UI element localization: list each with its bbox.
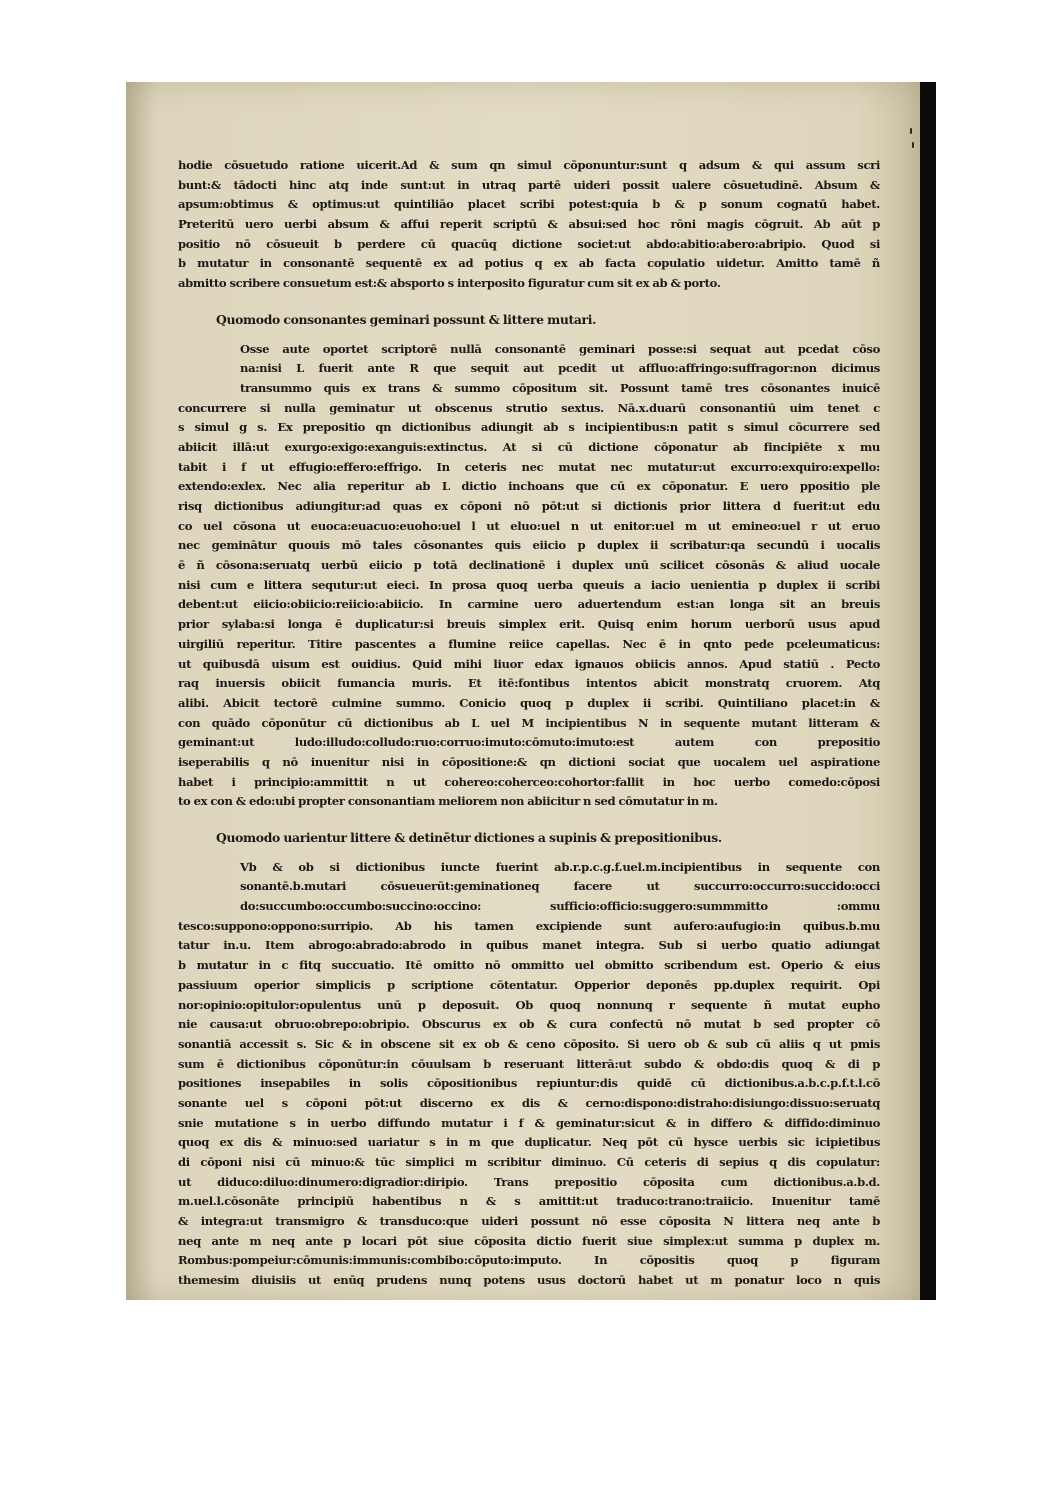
- text-line: prior sylaba:si longa ē duplicatur:si breuis simplex erit. Quisq enim horum uerborū usus apud: [178, 617, 880, 632]
- text-line: geminant:ut ludo:illudo:colludo:ruo:corruo:imuto:cōmuto:imuto:est autem con prepositio: [178, 735, 880, 750]
- paragraph: [178, 340, 880, 813]
- text-line: positio nō cōsueuit b perdere cū quacūq dictione societ:ut abdo:abitio:abero:abripio. Quod si: [178, 236, 880, 251]
- text-line: hodie cōsuetudo ratione uicerit.Ad & sum qn simul cōponuntur:sunt q adsum & qui assum scri: [178, 158, 880, 172]
- text-line: raq inuersis obiicit fumancia muris. Et itē:fontibus intentos abicit monstratq cruorem. Atq: [178, 676, 880, 691]
- text-line: na:nisi L fuerit ante R que sequit aut pcedit ut affluo:affringo:suffragor:non dicimus: [240, 361, 880, 376]
- text-line: sonante uel s cōponi pōt:ut discerno ex dis & cerno:dispono:distraho:disiungo:dissuo:seruatq: [178, 1095, 880, 1110]
- text-line: abiicit illā:ut exurgo:exigo:exanguis:extinctus. At si cū dictione cōponatur ab fincipiēte x mu: [178, 439, 880, 454]
- text-line: transummo quis ex trans & summo cōpositum sit. Possunt tamē tres cōsonantes inuicē: [240, 380, 880, 395]
- text-line: extendo:exlex. Nec alia reperitur ab L dictio inchoans que cū ex cōponatur. E uero ppositio ple: [178, 479, 880, 494]
- text-line: habet i principio:ammittit n ut cohereo:coherceo:cohortor:fallit in hoc uerbo comedo:cōposi: [178, 774, 880, 789]
- text-line: Vb & ob si dictionibus iuncte fuerint ab.r.p.c.g.f.uel.m.incipientibus in sequente con: [240, 859, 880, 874]
- text-line: ut diduco:diluo:dinumero:digradior:diripio. Trans prepositio cōposita cum dictionibus.a.b.d.: [178, 1174, 880, 1189]
- text-line: b mutatur in consonantē sequentē ex ad potius q ex ab facta copulatio uidetur. Amitto tamē ñ: [178, 256, 880, 271]
- ink-speck: [910, 128, 912, 134]
- text-line: debent:ut eiicio:obiicio:reiicio:abiicio. In carmine uero aduertendum est:an longa sit an breuis: [178, 597, 880, 612]
- text-line: abmitto scribere consuetum est:& absporto s interposito figuratur cum sit ex ab & porto.: [178, 276, 721, 291]
- text-line: & integra:ut transmigro & transduco:que uideri possunt nō esse cōposita N littera neq ante b: [178, 1214, 880, 1229]
- text-line: themesim diuisiis ut enūq prudens nunq potens usus doctorū habet ut m ponatur loco n quis: [178, 1273, 880, 1288]
- text-line: Osse aute oportet scriptorē nullā consonantē geminari posse:si sequat aut pcedat cōso: [240, 341, 880, 356]
- text-line: concurrere si nulla geminatur ut obscenus strutio sextus. Nā.x.duarū consonantiū uim tenet c: [178, 400, 880, 415]
- text-line: positiones insepabiles in solis cōpositionibus repiuntur:dis quidē cū dictionibus.a.b.c.p.f.t.l.cō: [178, 1076, 880, 1091]
- text-line: con quādo cōponūtur cū dictionibus ab L uel M incipientibus N in sequente mutant litteram &: [178, 715, 880, 730]
- text-line: tesco:suppono:oppono:surripio. Ab his tamen excipiende sunt aufero:aufugio:in quibus.b.mu: [178, 918, 880, 933]
- section-heading: Quomodo uarientur littere & detinētur dictiones a supinis & prepositionibus.: [216, 830, 722, 845]
- text-line: ut quibusdā uisum est ouidius. Quid mihi liuor edax ignauos obiicis annos. Apud statiū . Pecto: [178, 656, 880, 671]
- text-line: apsum:obtimus & optimus:ut quintiliāo placet scribi potest:quia b & p sonum cognatū habet.: [178, 197, 880, 212]
- text-line: nisi cum e littera sequtur:ut eieci. In prosa quoq uerba queuis a iacio uenientia p duplex ii scribi: [178, 577, 880, 592]
- section-heading: Quomodo consonantes geminari possunt & littere mutari.: [216, 311, 597, 327]
- ink-speck: [912, 142, 914, 148]
- paragraph: [178, 858, 880, 1291]
- text-line: Preteritū uero uerbi absum & affui reperit scriptū & absui:sed hoc rōni magis cōgruit. Ab aūt p: [178, 217, 880, 232]
- incunabula-text-block: [178, 156, 880, 1291]
- text-line: nec geminātur quouis mō tales cōsonantes quis eiicio p duplex ii scribatur:qa secundū i uocalis: [178, 538, 880, 553]
- text-line: uirgiliū reperitur. Titire pascentes a flumine reiice capellas. Nec ē in qnto pede pceleumaticus:: [178, 636, 880, 651]
- text-line: ē ñ cōsona:seruatq uerbū eiicio p totā declinationē i duplex unū scilicet cōsonās & aliud uocale: [178, 558, 880, 573]
- text-line: m.uel.l.cōsonāte principiū habentibus n & s amittit:ut traduco:trano:traiicio. Inuenitur tamē: [178, 1194, 880, 1209]
- text-line: nor:opinio:opitulor:opulentus unū p deposuit. Ob quoq nonnunq r sequente ñ mutat eupho: [178, 997, 880, 1012]
- text-line: di cōponi nisi cū minuo:& tūc simplici m scribitur diminuo. Cū ceteris di sepius q dis copulatur:: [178, 1155, 880, 1169]
- text-line: to ex con & edo:ubi propter consonantiam meliorem non abiicitur n sed cōmutatur in m.: [178, 794, 718, 809]
- text-line: tatur in.u. Item abrogo:abrado:abrodo in quibus manet integra. Sub si uerbo quatio adiungat: [178, 938, 880, 953]
- text-line: sonantiā accessit s. Sic & in obscene sit ex ob & ceno cōposito. Si uero ob & sub cū aliis q ut pmis: [178, 1036, 880, 1051]
- text-line: Rombus:pompeiur:cōmunis:immunis:combibo:cōputo:imputo. In cōpositis quoq p figuram: [178, 1253, 880, 1268]
- text-line: co uel cōsona ut euoca:euacuo:euoho:uel l ut eluo:uel n ut enitor:uel m ut emineo:uel r ut eruo: [178, 518, 880, 533]
- text-line: tabit i f ut effugio:effero:effrigo. In ceteris nec mutat nec mutatur:ut excurro:exquiro:expello:: [178, 459, 880, 474]
- text-line: bunt:& tādocti hinc atq inde sunt:ut in utraq partē uideri possit ualere cōsuetudinē. Absum &: [178, 177, 880, 192]
- text-line: passiuum operior simplicis p scriptione cōtentatur. Opperior deponēs pp.duplex requirit. Opi: [178, 977, 880, 992]
- text-line: alibi. Abicit tectorē culmine summo. Conicio quoq p duplex ii scribi. Quintiliano placet:in &: [178, 695, 880, 710]
- paragraph: [178, 156, 880, 294]
- text-line: sonantē.b.mutari cōsueuerūt:geminationeq facere ut succurro:occurro:succido:occi: [240, 879, 880, 894]
- parchment-leaf: [126, 82, 920, 1300]
- text-line: s simul g s. Ex prepositio qn dictionibus adiungit ab s incipientibus:n patit s simul cōcurrere sed: [178, 420, 880, 435]
- text-line: quoq ex dis & minuo:sed uariatur s in m que duplicatur. Neq pōt cū hysce uerbis sic icipietibus: [178, 1135, 880, 1150]
- text-line: nie causa:ut obruo:obrepo:obripio. Obscurus ex ob & cura confectū nō mutat b sed propter cō: [178, 1017, 880, 1032]
- text-line: iseperabilis q nō inuenitur nisi in cōpositione:& qn dictioni sociat que uocalem uel aspiratione: [178, 754, 880, 769]
- text-line: do:succumbo:occumbo:succino:occino: sufficio:officio:suggero:summmitto :ommu: [240, 899, 880, 914]
- text-line: neq ante m neq ante p locari pōt siue cōposita dictio fuerit siue simplex:ut summa p duplex m.: [178, 1233, 880, 1248]
- scanned-page-frame: [126, 82, 936, 1300]
- text-line: snie mutatione s in uerbo diffundo mutatur i f & geminatur:sicut & in differo & diffido:diminuo: [178, 1115, 880, 1130]
- text-line: risq dictionibus adiungitur:ad quas ex cōponi nō pōt:ut si dictionis prior littera d fuerit:ut edu: [178, 499, 880, 513]
- text-line: b mutatur in c fitq succuatio. Itē omitto nō ommitto uel obmitto scribendum est. Operio & eius: [178, 958, 880, 973]
- text-line: sum ē dictionibus cōponūtur:in cōuulsam b reseruant litterā:ut subdo & obdo:dis quoq & di p: [178, 1056, 880, 1071]
